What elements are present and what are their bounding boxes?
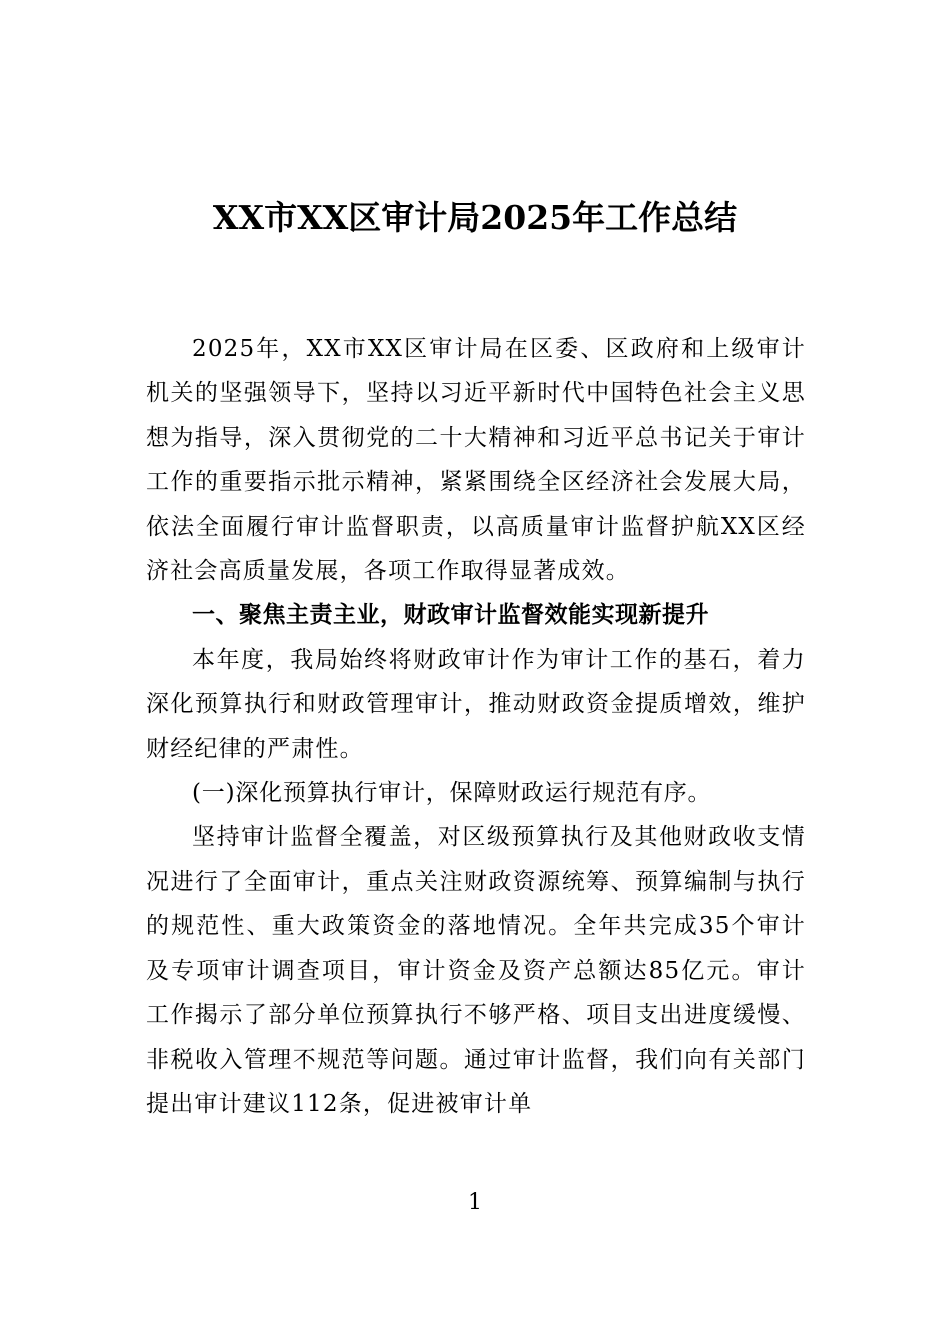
document-body — [146, 327, 806, 1126]
section-1-paragraph: 本年度，我局始终将财政审计作为审计工作的基石，着力深化预算执行和财政管理审计，推动财政资金提质增效，维护财经纪律的严肃性。 — [146, 646, 806, 762]
page-number: 1 — [468, 1190, 482, 1215]
intro-paragraph: 2025年，XX市XX区审计局在区委、区政府和上级审计机关的坚强领导下，坚持以习近平新时代中国特色社会主义思想为指导，深入贯彻党的二十大精神和习近平总书记关于审计工作的重要指示批示精神，紧紧围绕全区经济社会发展大局，依法全面履行审计监督职责，以高质量审计监督护航XX区经济社会高质量发展，各项工作取得显著成效。 — [146, 336, 806, 585]
document-title: XX市XX区审计局2025年工作总结 — [212, 198, 738, 237]
subsection-heading-1: (一)深化预算执行审计，保障财政运行规范有序。 — [192, 780, 712, 807]
subsection-1-paragraph: 坚持审计监督全覆盖，对区级预算执行及其他财政收支情况进行了全面审计，重点关注财政资源统筹、预算编制与执行的规范性、重大政策资金的落地情况。全年共完成35个审计及专项审计调查项目，审计资金及资产总额达85亿元。审计工作揭示了部分单位预算执行不够严格、项目支出进度缓慢、非税收入管理不规范等问题。通过审计监督，我们向有关部门提出审计建议112条，促进被审计单 — [146, 824, 806, 1117]
section-heading-1: 一、聚焦主责主业，财政审计监督效能实现新提升 — [192, 602, 709, 629]
